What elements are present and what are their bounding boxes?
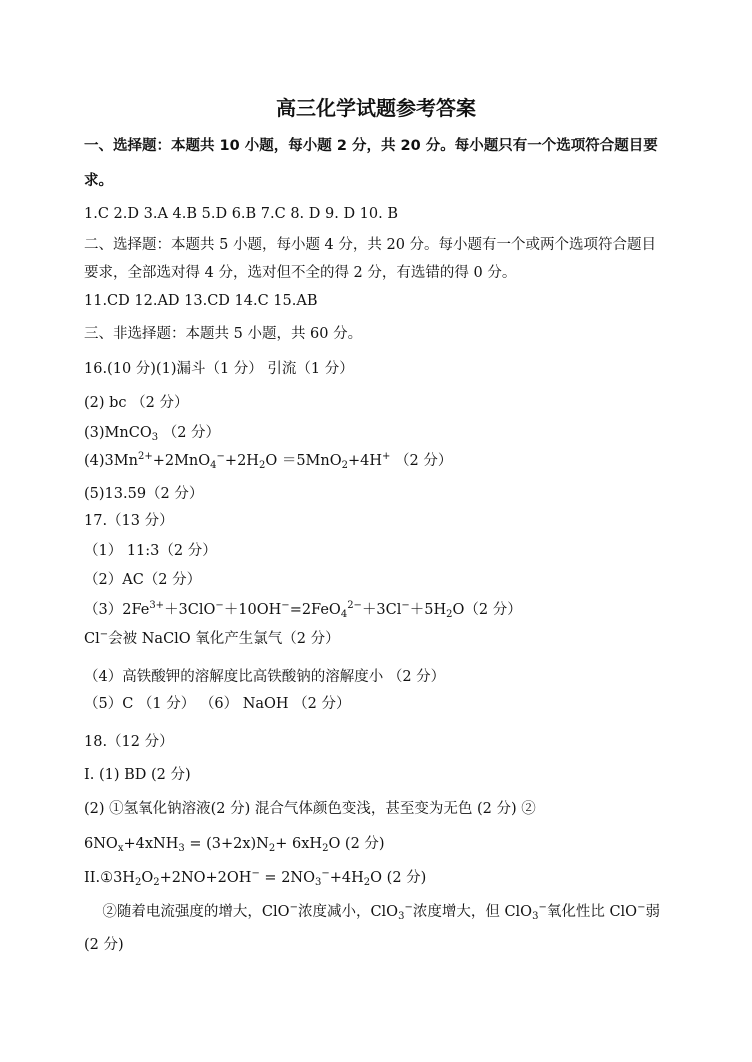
q16-line3: (3)MnCO$_3$ （2 分） [84, 425, 221, 443]
q17-line2: （2）AC（2 分） [84, 572, 202, 588]
q16-line1: 16.(10 分)(1)漏斗（1 分） 引流（1 分） [84, 361, 354, 377]
section3-heading: 三、非选择题：本题共 5 小题，共 60 分。 [84, 326, 363, 342]
q17-line3-equation: $(3)2Fe^{3+}+3ClO^-+10OH^-=2FeO_4^{2-}+3Cl^-+5H_2O(2$ 分） [84, 600, 522, 620]
q17-line5: （4）高铁酸钾的溶解度比高铁酸钠的溶解度小 （2 分） [84, 669, 446, 685]
q18-line4-equation: $II.①3H_2O_2+2NO+2OH^- = 2NO_3^-+4H_2O$ (2 分) [84, 868, 427, 888]
q18-line2: (2) ①氢氧化钠溶液(2 分) 混合气体颜色变浅，甚至变为无色 (2 分) ② [84, 801, 536, 817]
section1-answers: 1.C 2.D 3.A 4.B 5.D 6.B 7.C 8. D 9. D 10. B [84, 206, 399, 222]
q17-line6: （5）C （1 分） （6） NaOH （2 分） [84, 696, 351, 712]
section1-heading: 一、选择题：本题共 10 小题，每小题 2 分，共 20 分。每小题只有一个选项符合题目要 [84, 138, 658, 154]
section2-heading-cont: 要求，全部选对得 4 分，选对但不全的得 2 分，有选错的得 0 分。 [84, 265, 517, 281]
q17-line1: （1） 11:3（2 分） [84, 543, 217, 559]
q17-line4: Cl−会被 NaClO 氧化产生氯气（2 分） [84, 629, 340, 647]
q18-heading: 18.（12 分） [84, 734, 174, 750]
q18-line5: ②随着电流强度的增大，ClO−浓度减小，ClO$_3$−浓度增大，但 ClO$_3$−氧化性比 ClO−弱 [84, 902, 660, 922]
section2-answers: 11.CD 12.AD 13.CD 14.C 15.AB [84, 293, 318, 309]
q18-line6: (2 分) [84, 937, 124, 953]
section2-heading: 二、选择题：本题共 5 小题，每小题 4 分，共 20 分。每小题有一个或两个选项符合题目 [84, 237, 657, 253]
section1-heading-cont: 求。 [84, 173, 113, 189]
q18-line1: I. (1) BD (2 分) [84, 767, 191, 783]
q17-heading: 17.（13 分） [84, 513, 174, 529]
page-title: 高三化学试题参考答案 [276, 96, 476, 120]
q16-line4-equation: $(4)3Mn^{2+}+2MnO_4^-+2H_2O =5MnO_2+4H^+$ （2 分） [84, 451, 453, 471]
q16-line5: (5)13.59（2 分） [84, 486, 204, 502]
q18-line3-equation: $6NO_x+4xNH_3 = (3+2x)N_2+ 6xH_2O$ (2 分) [84, 836, 385, 854]
q16-line2: (2) bc （2 分） [84, 395, 189, 411]
